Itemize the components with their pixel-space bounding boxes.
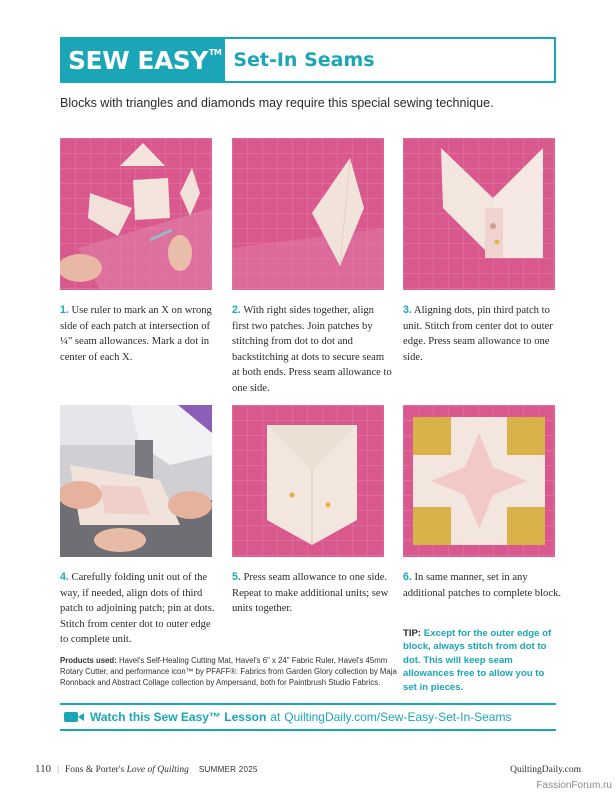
step-number: 6. <box>403 571 412 583</box>
step-6-caption <box>403 570 563 601</box>
article-title: Set-In Seams <box>233 49 375 71</box>
step-4-photo <box>60 405 212 557</box>
step-number: 2. <box>232 304 241 316</box>
footer-site: QuiltingDaily.com <box>510 765 581 775</box>
trademark-mark: TM <box>208 48 222 57</box>
magazine-title: Love of Quilting <box>126 765 189 775</box>
video-camera-icon <box>64 712 78 722</box>
step-text: In same manner, set in any additional patches to complete block. <box>403 572 561 599</box>
brand-box <box>62 39 225 81</box>
step-5-photo <box>232 405 384 557</box>
tip-box <box>403 627 553 694</box>
step-text: Aligning dots, pin third patch to unit. Stitch from center dot to outer edge. Press seam allowance to one side. <box>403 305 553 363</box>
magazine-prefix: Fons & Porter's <box>65 765 125 775</box>
step-number: 5. <box>232 571 241 583</box>
step-3-photo <box>403 138 555 290</box>
step-4-caption <box>60 570 220 648</box>
step-text: Press seam allowance to one side. Repeat to make additional units; sew units together. <box>232 572 389 615</box>
lesson-link[interactable]: QuiltingDaily.com/Sew-Easy-Set-In-Seams <box>284 710 512 724</box>
products-used <box>60 655 398 688</box>
step-1-photo <box>60 138 212 290</box>
watch-lesson-label: Watch this Sew Easy™ Lesson <box>90 710 267 724</box>
step-5-caption <box>232 570 392 617</box>
step-2-photo <box>232 138 384 290</box>
brand-name: SEW EASY <box>68 45 208 75</box>
step-text: With right sides together, align first two patches. Join patches by stitching from dot to dot and backstitching at dots to secure seam at both ends. Press seam allowance to one side. <box>232 305 392 394</box>
footer-separator: | <box>57 765 59 775</box>
step-1-caption <box>60 303 220 365</box>
products-label: Products used: <box>60 656 117 665</box>
step-text: Use ruler to mark an X on wrong side of each patch at intersection of ¼" seam allowances. Mark a dot in center of each X. <box>60 305 212 363</box>
watch-at: at <box>270 710 281 724</box>
magazine-name <box>65 765 189 775</box>
watermark: FassionForum.ru <box>536 780 612 791</box>
watch-lesson-bar[interactable] <box>60 703 556 731</box>
step-number: 1. <box>60 304 69 316</box>
products-text: Havel's Self-Healing Cutting Mat, Havel's 6" x 24" Fabric Ruler, Havel's 45mm Rotary Cutter, and performance icon™ by PFAFF®. Fabrics from Garden Glory collection by Maja Ronnback and Abstract Collage collection by Ampersand, both for Paintbrush Studio Fabrics. <box>60 656 397 687</box>
step-text: Carefully folding unit out of the way, if needed, align dots of third patch to adjoining patch; pin at dots. Stitch from center dot to outer edge to complete unit. <box>60 572 215 646</box>
page-footer <box>35 763 581 775</box>
tip-text: Except for the outer edge of block, always stitch from dot to dot. This will keep seam allowances free to allow you to set in pieces. <box>403 628 552 693</box>
step-2-caption <box>232 303 392 397</box>
step-number: 3. <box>403 304 412 316</box>
step-3-caption <box>403 303 563 365</box>
step-6-photo <box>403 405 555 557</box>
intro-text: Blocks with triangles and diamonds may require this special sewing technique. <box>60 96 494 110</box>
page-number: 110 <box>35 763 52 775</box>
title-banner <box>60 37 556 83</box>
tip-label: TIP: <box>403 628 422 639</box>
step-number: 4. <box>60 571 69 583</box>
issue-date: SUMMER 2025 <box>198 765 258 774</box>
